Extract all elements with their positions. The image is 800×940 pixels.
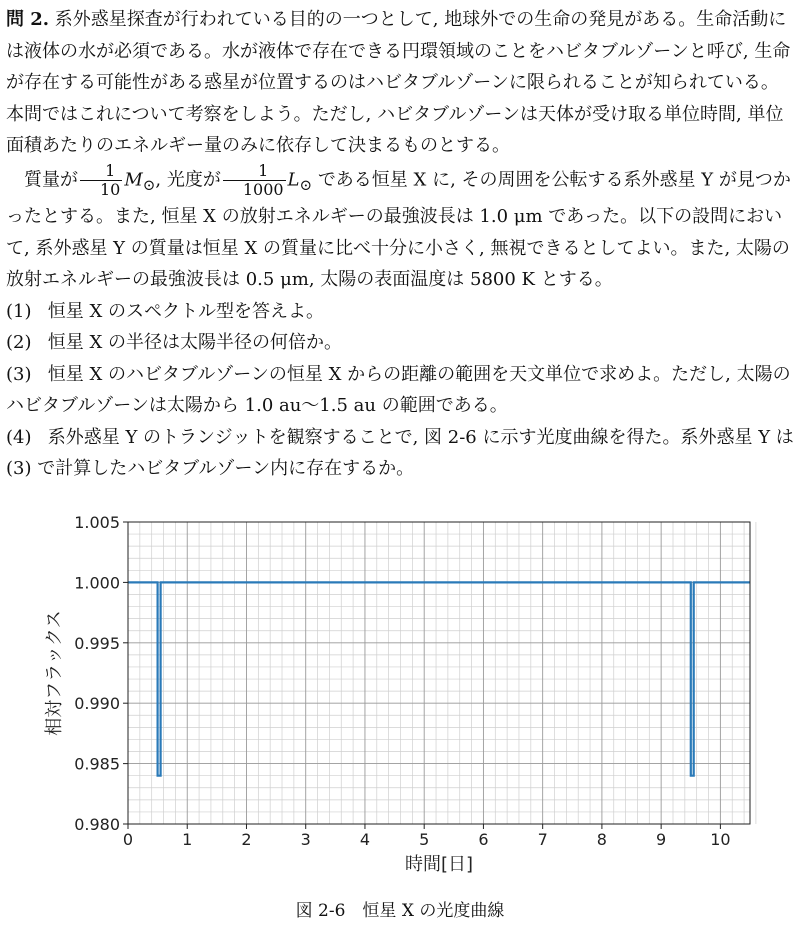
question-1 — [6, 296, 794, 328]
chart-major-grid — [128, 522, 750, 824]
x-tick-label: 0 — [122, 830, 134, 849]
lum-symbol: L — [287, 169, 300, 190]
figure-caption: 図 2-6 恒星 X の光度曲線 — [295, 901, 505, 921]
intro-paragraph — [6, 4, 794, 162]
x-tick-label: 7 — [537, 830, 548, 849]
intro-text: 系外惑星探査が行われている目的の一つとして, 地球外での生命の発見がある。生命活動には液体の水が必須である。水が液体で存在できる円環領域のことをハビタブルゾーンと呼び, 生命が存在する可能性がある惑星が位置するのはハビタブルゾーンに限られることが知られている。本問ではこれについて考察をしよう。ただし, ハビタブルゾーンは天体が受け取る単位時間, 単位面積あたりのエネルギー量のみに依存して決まるものとする。 — [6, 9, 791, 156]
setup-text-a: 質量が — [24, 169, 78, 190]
lum-denominator: 1000 — [242, 179, 284, 199]
x-tick-label: 4 — [359, 830, 371, 849]
x-tick-label: 8 — [596, 830, 607, 849]
problem-number: 問 2. — [6, 9, 50, 30]
y-tick-label: 0.990 — [74, 694, 120, 714]
x-tick-label: 2 — [241, 830, 252, 849]
question-1-number: (1) — [6, 300, 32, 322]
y-tick-label: 0.985 — [74, 754, 120, 774]
x-tick-label: 10 — [710, 830, 731, 849]
luminosity-fraction — [223, 162, 286, 199]
x-axis-label: 時間[日] — [404, 854, 474, 875]
y-tick-label: 0.980 — [74, 815, 120, 834]
question-1-text: 恒星 X のスペクトル型を答えよ。 — [47, 300, 324, 322]
x-tick-label: 1 — [182, 830, 193, 849]
mass-denominator: 10 — [100, 179, 121, 199]
question-3-text: 恒星 X のハビタブルゾーンの恒星 X からの距離の範囲を天文単位で求めよ。ただし, 太陽のハビタブルゾーンは太陽から 1.0 au〜1.5 au の範囲である。 — [6, 363, 791, 417]
mass-sun-subscript: ⊙ — [142, 175, 156, 194]
question-3-number: (3) — [6, 363, 32, 385]
chart-minor-grid — [128, 522, 756, 824]
x-tick-label: 5 — [419, 830, 430, 849]
question-4-number: (4) — [6, 426, 32, 448]
mass-fraction — [80, 162, 122, 199]
lum-sun-subscript: ⊙ — [299, 175, 313, 194]
y-tick-label: 1.005 — [74, 513, 120, 532]
problem-text — [6, 4, 794, 485]
y-tick-label: 1.000 — [74, 573, 120, 593]
setup-text-c: である恒星 X に, その周囲を公転する系外惑星 Y が見つかったとする。また, 恒星 X の放射エネルギーの最強波長は 1.0 μm であった。以下の設問において, 系外惑星 Y の質量は恒星 X の質量に比べ十分に小さく, 無視できるとしてよい。また, 太陽の放射エネルギーの最強波長は 0.5 μm, 太陽の表面温度は 5800 K とする。 — [6, 169, 791, 291]
x-tick-label: 6 — [478, 830, 489, 849]
question-2 — [6, 327, 794, 359]
x-tick-label: 3 — [300, 830, 311, 849]
setup-text-b: , 光度が — [155, 169, 221, 190]
mass-symbol: M — [124, 169, 143, 190]
question-4-text: 系外惑星 Y のトランジットを観察することで, 図 2-6 に示す光度曲線を得た。系外惑星 Y は (3) で計算したハビタブルゾーン内に存在するか。 — [6, 426, 794, 480]
y-tick-label: 0.995 — [74, 633, 120, 653]
question-4 — [6, 422, 794, 485]
light-curve-chart — [0, 500, 800, 890]
chart-ticks — [74, 513, 730, 849]
question-2-text: 恒星 X の半径は太陽半径の何倍か。 — [47, 332, 342, 354]
lum-numerator: 1 — [223, 162, 286, 181]
y-axis-label: 相対フラックス — [44, 610, 65, 736]
question-3 — [6, 359, 794, 422]
chart-frame — [128, 522, 750, 824]
x-tick-label: 9 — [656, 830, 667, 849]
setup-paragraph — [6, 162, 794, 296]
mass-numerator: 1 — [80, 162, 122, 181]
question-2-number: (2) — [6, 332, 32, 354]
